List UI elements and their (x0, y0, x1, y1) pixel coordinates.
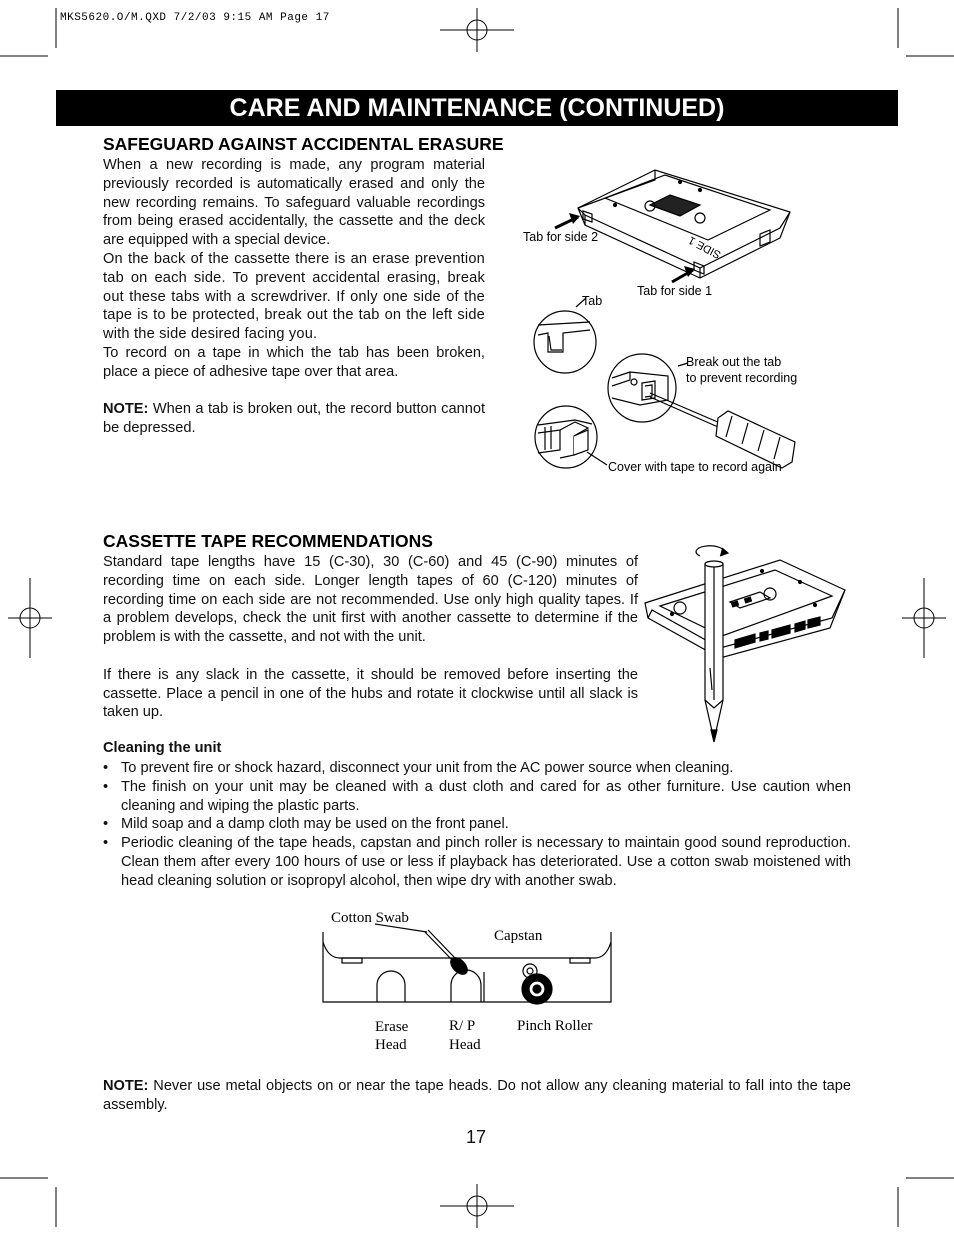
safeguard-paragraph-2: On the back of the cassette there is an erase prevention tab on each side. To prevent accidental erasing, break out these tabs with a screwdriver. If only one side of the tape is to be protected, break out the tab on the left side with the side desired facing you. (103, 250, 485, 343)
cleaning-item-3-text: Mild soap and a damp cloth may be used on the front panel. (121, 816, 509, 833)
label-break-out-1: Break out the tab (686, 355, 782, 369)
final-note-label: NOTE: (103, 1078, 149, 1094)
label-pinch-roller: Pinch Roller (517, 1018, 593, 1034)
label-erase-line-1: Erase (375, 1019, 409, 1035)
cleaning-item-4-text: Periodic cleaning of the tape heads, capstan and pinch roller is necessary to maintain good sound reproduction. Clean them after every 100 hours of use or less if playback has deteriorated. Use a cotton swab moistened with head cleaning solution or isopropyl alcohol, then wipe dry with another swab. (121, 835, 851, 889)
cassette-paragraph-2: If there is any slack in the cassette, it should be removed before inserting the cassette. Place a pencil in one of the hubs and rotate it clockwise until all slack is taken up. (103, 666, 638, 721)
label-rp-line-1: R/ P (449, 1018, 476, 1034)
final-note (103, 1077, 851, 1115)
cassette-paragraph-1: Standard tape lengths have 15 (C-30), 30 (C-60) and 45 (C-90) minutes of recording time on each side. Longer length tapes of 60 (C-120) minutes of recording time on each side are not recommended. Use only high quality tapes. If a problem develops, check the unit first with another cassette to determine if the problem is with the cassette, and not with the unit. (103, 554, 638, 646)
label-tab-side-1: Tab for side 1 (637, 284, 713, 298)
page-banner-title: CARE AND MAINTENANCE (CONTINUED) (56, 90, 898, 126)
safeguard-note-text: When a tab is broken out, the record button cannot be depressed. (103, 401, 485, 437)
bullet-dot: • (103, 778, 109, 795)
cleaning-item-1-text: To prevent fire or shock hazard, disconnect your unit from the AC power source when cleaning. (121, 760, 734, 776)
label-cover-tape: Cover with tape to record again (608, 460, 782, 474)
bullet-dot: • (103, 835, 109, 852)
cassette-heading: CASSETTE TAPE RECOMMENDATIONS (103, 531, 433, 551)
cassette-side-text: SIDE 1 (686, 233, 724, 261)
safeguard-paragraph-3: To record on a tape in which the tab has been broken, place a piece of adhesive tape over that area. (103, 344, 485, 380)
page-number: 17 (466, 1127, 487, 1147)
label-tab-side-2: Tab for side 2 (523, 230, 599, 244)
bullet-dot: • (103, 760, 109, 776)
label-break-out-2: to prevent recording (686, 371, 798, 385)
bullet-dot: • (103, 816, 109, 833)
safeguard-heading: SAFEGUARD AGAINST ACCIDENTAL ERASURE (103, 134, 504, 154)
final-note-text: Never use metal objects on or near the tape heads. Do not allow any cleaning material to fall into the tape assembly. (103, 1078, 851, 1113)
cleaning-item-2-text: The finish on your unit may be cleaned with a dust cloth and cared for as other furniture. Use caution when cleaning and wiping the plastic parts. (121, 778, 851, 814)
label-capstan: Capstan (494, 928, 543, 944)
cleaning-heading: Cleaning the unit (103, 740, 222, 756)
label-tab: Tab (582, 294, 603, 308)
safeguard-paragraph-1: When a new recording is made, any program material previously recorded is automatically erased and only the new recording remains. To safeguard valuable recordings from being erased accidentally, the cassette and the deck are equipped with a special device. (103, 157, 485, 249)
print-header: MKS5620.O/M.QXD 7/2/03 9:15 AM Page 17 (60, 12, 330, 24)
label-erase-line-2: Head (375, 1037, 407, 1053)
label-cotton-swab: Cotton Swab (331, 910, 409, 926)
label-rp-line-2: Head (449, 1037, 481, 1053)
safeguard-note-label: NOTE: (103, 401, 149, 418)
